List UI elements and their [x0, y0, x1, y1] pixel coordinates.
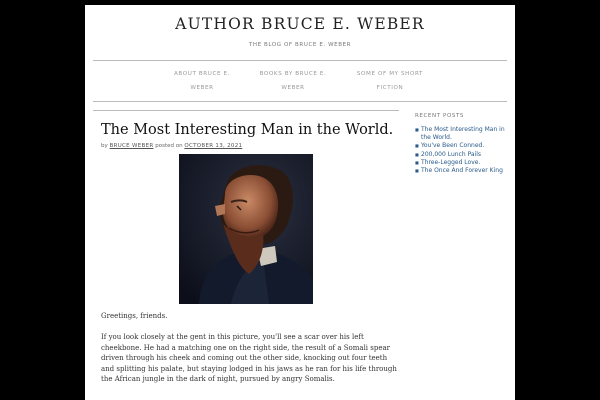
post-portrait-image: [179, 154, 313, 304]
posted-on-label: posted on: [155, 143, 183, 149]
author-link[interactable]: BRUCE WEBER: [109, 143, 154, 149]
nav-top-divider: [93, 60, 507, 61]
page-container: [85, 5, 515, 400]
content-top-divider: [93, 110, 399, 111]
post-paragraph-1: Greetings, friends.: [101, 312, 168, 320]
nav-item-about-line2: WEBER: [190, 85, 214, 91]
post-byline: [101, 143, 242, 149]
nav-item-books-line1: BOOKS BY BRUCE E.: [259, 71, 327, 77]
recent-post-link[interactable]: You've Been Conned.: [421, 142, 485, 150]
post-date-link[interactable]: OCTOBER 13, 2021: [184, 143, 243, 149]
recent-post-item: [415, 167, 510, 175]
site-tagline: THE BLOG OF BRUCE E. WEBER: [248, 42, 352, 48]
recent-post-link[interactable]: The Once And Forever King: [421, 167, 503, 175]
nav-item-about[interactable]: [157, 67, 247, 95]
recent-post-link[interactable]: Three-Legged Love.: [421, 158, 481, 166]
nav-bottom-divider: [93, 101, 507, 102]
recent-posts-list: [415, 126, 510, 175]
recent-posts-heading: RECENT POSTS: [415, 113, 465, 119]
nav-item-books-line2: WEBER: [281, 85, 305, 91]
byline-prefix: by: [101, 143, 108, 149]
site-title[interactable]: AUTHOR BRUCE E. WEBER: [175, 15, 425, 33]
nav-item-fiction-line1: SOME OF MY SHORT: [356, 71, 424, 77]
recent-post-link[interactable]: The Most Interesting Man in the World.: [421, 126, 505, 142]
nav-item-fiction[interactable]: [345, 67, 435, 95]
recent-post-link[interactable]: 200,000 Lunch Pails: [421, 150, 482, 158]
nav-item-about-line1: ABOUT BRUCE E.: [173, 71, 230, 77]
recent-post-item: [415, 151, 510, 159]
nav-item-fiction-line2: FICTION: [376, 85, 404, 91]
portrait-illustration: [179, 154, 313, 304]
recent-post-item: [415, 142, 510, 150]
recent-post-item: [415, 159, 510, 167]
recent-post-item: [415, 126, 510, 142]
post-paragraph-2: If you look closely at the gent in this picture, you'll see a scar over his left cheekbone. He had a matching one on the right side, the result of a Somali spear driven through his cheek and coming out the other side, knocking out four teeth and splitting his palate, but staying lodged in his jaws as he ran for his life through the African jungle in the dark of night, pursued by angry Somalis.: [101, 333, 397, 383]
post-title[interactable]: The Most Interesting Man in the World.: [101, 122, 394, 138]
nav-item-books[interactable]: [248, 67, 338, 95]
